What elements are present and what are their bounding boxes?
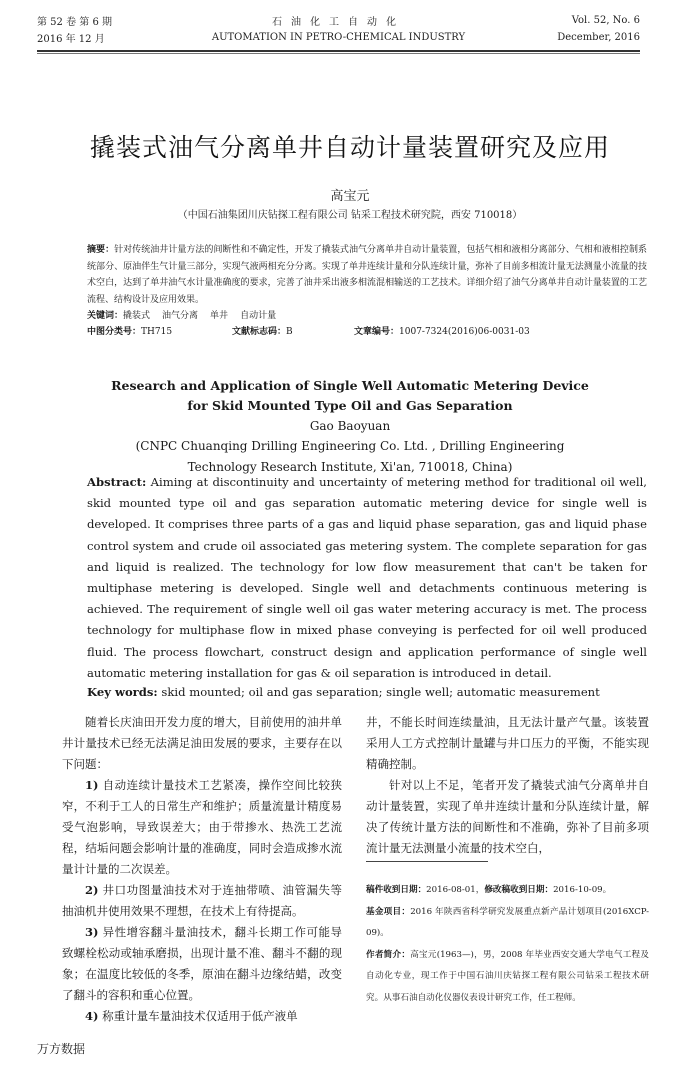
header-row-2	[37, 29, 640, 46]
keywords-en-text: skid mounted; oil and gas separation; single well; automatic measurement	[157, 685, 600, 699]
abstract-en-label: Abstract:	[87, 475, 147, 489]
abstract-cn-block	[87, 242, 647, 340]
bio-label: 作者简介：	[366, 949, 411, 960]
journal-name-cn: 石油化工自动化	[272, 17, 405, 28]
abstract-cn	[87, 242, 647, 308]
running-header	[37, 12, 640, 46]
keywords-en	[87, 682, 647, 702]
doc-code-label: 文献标志码：	[232, 327, 287, 337]
footnote-rule	[366, 861, 488, 862]
keyword-cn: 自动计量	[240, 311, 277, 321]
keyword-cn: 油气分离	[162, 311, 199, 321]
item-number: 1)	[85, 778, 99, 792]
intro-paragraph: 随着长庆油田开发力度的增大，目前使用的油井单井计量技术已经无法满足油田发展的要求，主要存在以下问题：	[62, 715, 342, 771]
fund-value: 2016 年陕西省科学研究发展重点新产品计划项目(2016XCP-09)。	[366, 906, 649, 938]
article-no-value: 1007-7324(2016)06-0031-03	[399, 327, 530, 337]
problem-item-4	[62, 1006, 342, 1027]
keyword-cn: 撬装式	[123, 311, 151, 321]
item-number: 2)	[85, 883, 99, 897]
item-text: 异性增容翻斗量油技术，翻斗长期工作可能导致螺栓松动或轴承磨损，出现计量不准、翻斗不翻的现象；在温度比较低的冬季，原油在翻斗边缘结蜡，改变了翻斗的容积和重心位置。	[62, 925, 342, 1002]
paper-title-en-line1: Research and Application of Single Well Automatic Metering Device	[111, 378, 589, 393]
keywords-en-label: Key words:	[87, 685, 158, 699]
item-text: 井口功图量油技术对于连抽带喷、油管漏失等抽油机井使用效果不理想，在技术上有待提高。	[62, 883, 342, 918]
body-column-right	[366, 712, 649, 859]
keywords-cn	[87, 308, 647, 324]
abstract-en-text: Aiming at discontinuity and uncertainty of metering method for traditional oil well, skid mounted type oil and gas separation automatic metering device for single well is developed. It comprises three parts of a gas and liquid phase separation, gas and liquid phase control system and crude oil associated gas metering system. The complete separation for gas and liquid is realized. The technology for low flow measurement that can't be taken for multiphase metering is developed. Single well and detachments continuous metering is achieved. The requirement of single well oil gas water metering accuracy is met. The process technology for multiphase flow in mixed phase conveying is perfected for oil well produced fluid. The process flowchart, construct design and application performance of single well automatic metering installation for gas & oil separation is introduced in detail.	[87, 475, 647, 680]
doc-code-value: B	[286, 327, 293, 337]
clc-value: TH715	[141, 327, 173, 337]
doc-code-field	[232, 324, 354, 340]
paper-title-en-line2: for Skid Mounted Type Oil and Gas Separation	[187, 398, 513, 413]
revised-value: 2016-10-09。	[553, 885, 612, 895]
classification-row	[87, 324, 647, 340]
affiliation-cn: （中国石油集团川庆钻探工程有限公司 钻采工程技术研究院，西安 710018）	[177, 210, 523, 221]
article-no-label: 文章编号：	[354, 327, 400, 337]
keywords-cn-label: 关键词：	[87, 311, 124, 321]
fund-info	[366, 902, 649, 945]
abstract-cn-label: 摘要：	[87, 245, 115, 255]
abstract-en	[87, 472, 647, 684]
affiliation-en-line1: (CNPC Chuanqing Drilling Engineering Co. Ltd. , Drilling Engineering	[135, 439, 565, 453]
article-no-field	[354, 324, 530, 340]
issue-date-en: December, 2016	[557, 32, 640, 43]
footnote-block	[366, 880, 649, 1009]
issue-date-cn: 2016 年 12 月	[37, 34, 105, 45]
item-text: 称重计量车量油技术仅适用于低产液单	[98, 1009, 298, 1023]
item-number: 3)	[85, 925, 99, 939]
author-cn: 高宝元	[330, 189, 370, 204]
body-column-left	[62, 712, 342, 1027]
item-text: 自动连续计量技术工艺紧凑，操作空间比较狭窄，不利于工人的日常生产和维护；质量流量计精度易受气泡影响，导致误差大；由于带掺水、热洗工艺流程，结垢问题会影响计量的准确度，同时会造成掺水流量计计量的二次误差。	[62, 778, 342, 876]
fund-label: 基金项目：	[366, 906, 411, 917]
keyword-cn: 单井	[210, 311, 229, 321]
paper-title-en	[0, 376, 700, 416]
author-en: Gao Baoyuan	[309, 419, 391, 433]
clc-field	[87, 324, 232, 340]
author-bio	[366, 945, 649, 1010]
problem-item-2	[62, 880, 342, 922]
problem-item-3	[62, 922, 342, 1006]
source-watermark: 万方数据	[37, 1042, 86, 1056]
header-rule	[37, 50, 640, 52]
volume-issue: 第 52 卷 第 6 期	[37, 17, 112, 28]
affiliation-en-line2: Technology Research Institute, Xi'an, 710018, China)	[187, 460, 513, 474]
revised-label: 修改稿收到日期：	[484, 885, 554, 895]
problem-item-1	[62, 775, 342, 880]
abstract-cn-text: 针对传统油井计量方法的间断性和不确定性，开发了撬装式油气分离单井自动计量装置，包括气相和液相分离部分、气相和液相控制系统部分、原油伴生气计量三部分，实现气液两相充分分离。实现了单井连续计量和分队连续计量，弥补了目前多相流计量无法测量小流量的技术空白，达到了单井油气水计量准确度的要求，完善了油井采出液多相流混相输送的工艺技术。详细介绍了油气分离单井自动计量装置的工艺流程、结构设计及应用效果。	[87, 245, 647, 305]
solution-paragraph: 针对以上不足，笔者开发了撬装式油气分离单井自动计量装置，实现了单井连续计量和分队连续计量，解决了传统计量方法的间断性和不准确，弥补了目前多项流计量无法测量小流量的技术空白，	[366, 778, 649, 855]
continuation-paragraph: 井，不能长时间连续量油，且无法计量产气量。该装置采用人工方式控制计量罐与井口压力的平衡，不能实现精确控制。	[366, 715, 649, 771]
header-rule-thin	[37, 53, 640, 54]
journal-name-en: AUTOMATION IN PETRO-CHEMICAL INDUSTRY	[211, 32, 466, 43]
clc-label: 中图分类号：	[87, 327, 142, 337]
volume-issue-en: Vol. 52, No. 6	[571, 15, 640, 26]
header-row-1	[37, 12, 640, 29]
received-label: 稿件收到日期：	[366, 885, 427, 895]
received-value: 2016-08-01，	[426, 885, 485, 895]
item-number: 4)	[85, 1009, 99, 1023]
bio-value: 高宝元(1963—)，男，2008 年毕业西安交通大学电气工程及自动化专业，现工作于中国石油川庆钻探工程有限公司钻采工程技术研究。从事石油自动化仪器仪表设计研究工作，任工程师。	[366, 949, 649, 1003]
paper-title-cn: 撬装式油气分离单井自动计量装置研究及应用	[89, 133, 610, 162]
received-dates	[366, 880, 649, 902]
